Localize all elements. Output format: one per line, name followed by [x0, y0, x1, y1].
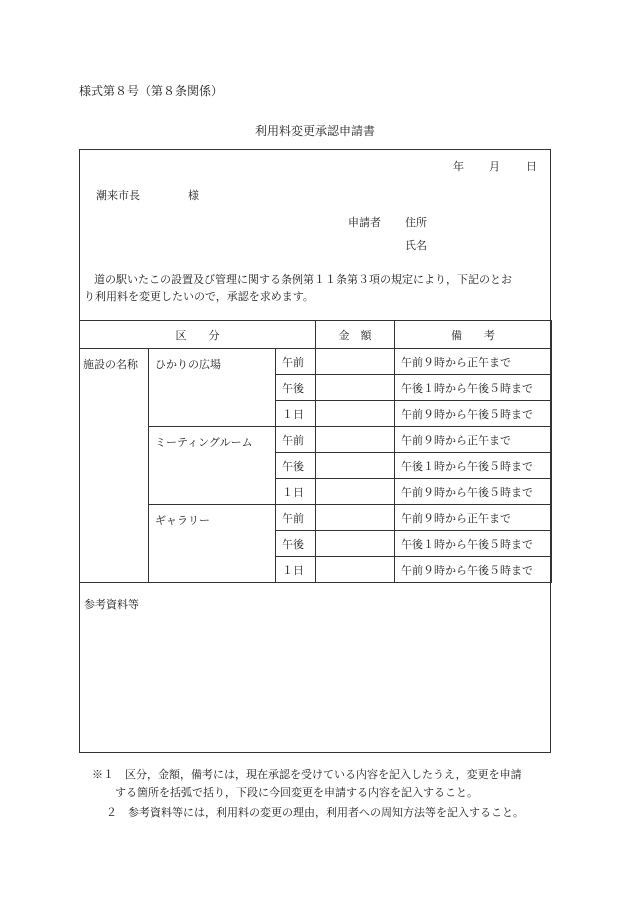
remark-cell: 午前９時から午後５時まで [395, 401, 552, 427]
addressee-honorific: 様 [188, 189, 199, 202]
header-amount: 金 額 [316, 321, 395, 349]
period-cell: 午前 [276, 505, 316, 531]
note-2: ２ 参考資料等には，利用料の変更の理由，利用者への周知方法等を記入すること。 [106, 806, 524, 819]
remark-cell: 午後１時から午後５時まで [395, 375, 552, 401]
form-number: 様式第８号（第８条関係） [79, 84, 224, 98]
note-1-line-2: する箇所を括弧で括り，下段に今回変更を申請する内容を記入すること。 [115, 786, 478, 799]
amount-cell[interactable] [316, 505, 395, 531]
remark-cell: 午前９時から午後５時まで [395, 557, 552, 583]
applicant-label: 申請者 [348, 216, 381, 229]
facility-name: ミーティングルーム [149, 427, 276, 505]
remark-cell: 午前９時から正午まで [395, 349, 552, 375]
amount-cell[interactable] [316, 453, 395, 479]
fee-table [79, 320, 552, 583]
facility-name: ギャラリー [149, 505, 276, 583]
amount-cell[interactable] [316, 531, 395, 557]
applicant-address-label: 住所 [405, 216, 427, 229]
applicant-name-label: 氏名 [405, 239, 427, 252]
period-cell: １日 [276, 401, 316, 427]
remark-cell: 午後１時から午後５時まで [395, 531, 552, 557]
period-cell: 午後 [276, 453, 316, 479]
period-cell: 午後 [276, 375, 316, 401]
reference-materials-label: 参考資料等 [84, 598, 139, 611]
remark-cell: 午前９時から午後５時まで [395, 479, 552, 505]
amount-cell[interactable] [316, 349, 395, 375]
amount-cell[interactable] [316, 401, 395, 427]
addressee-name: 潮来市長 [96, 189, 140, 202]
table-row [80, 427, 552, 453]
amount-cell[interactable] [316, 427, 395, 453]
reference-materials-area[interactable] [79, 585, 551, 753]
amount-cell[interactable] [316, 557, 395, 583]
document-title: 利用料変更承認申請書 [254, 124, 375, 138]
period-cell: 午前 [276, 349, 316, 375]
body-text-line-2: り利用料を変更したいので，承認を求めます。 [84, 290, 314, 303]
facility-name: ひかりの広場 [149, 349, 276, 427]
remark-cell: 午前９時から正午まで [395, 505, 552, 531]
period-cell: 午前 [276, 427, 316, 453]
remark-cell: 午後１時から午後５時まで [395, 453, 552, 479]
remark-cell: 午前９時から正午まで [395, 427, 552, 453]
table-row [80, 349, 552, 375]
amount-cell[interactable] [316, 375, 395, 401]
amount-cell[interactable] [316, 479, 395, 505]
period-cell: １日 [276, 557, 316, 583]
date-month: 月 [489, 160, 500, 173]
facility-group-label: 施設の名称 [80, 349, 149, 583]
period-cell: １日 [276, 479, 316, 505]
date-day: 日 [526, 160, 537, 173]
header-remarks: 備 考 [395, 321, 552, 349]
period-cell: 午後 [276, 531, 316, 557]
header-category: 区 分 [80, 321, 316, 349]
table-header-row [80, 321, 552, 349]
date-year: 年 [453, 160, 464, 173]
note-1-line-1: ※１ 区分，金額，備考には，現在承認を受けている内容を記入したうえ，変更を申請 [92, 768, 522, 781]
body-text-line-1: 道の駅いたこの設置及び管理に関する条例第１１条第３項の規定により，下記のとお [94, 273, 512, 286]
table-row [80, 505, 552, 531]
